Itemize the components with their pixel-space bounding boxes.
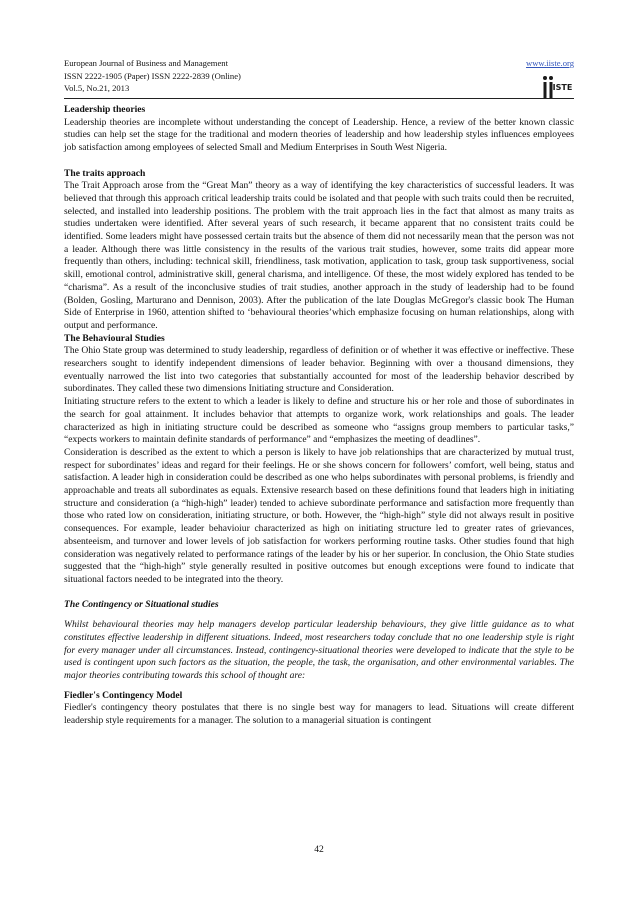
paragraph-fiedler: Fiedler's contingency theory postulates that there is no single best way for managers to lead. Situations will create different leadership style requirements for a manager. The solution to a managerial situation is contingent: [64, 702, 574, 727]
heading-leadership-theories: Leadership theories: [64, 104, 146, 115]
paragraph-leadership-theories: Leadership theories are incomplete without understanding the concept of Leadership. Hence, a review of the better known classic studies can help set the stage for the traditional and modern theories of leadership and how leadership styles influences employees job satisfaction among employees of selected Small and Medium Enterprises in South West Nigeria.: [64, 116, 574, 154]
heading-contingency-studies: The Contingency or Situational studies: [64, 599, 219, 611]
paragraph-behavioural-3: Consideration is described as the extent to which a person is likely to have job relationships that are characterized by mutual trust, respect for subordinates’ ideas and regard for their feelings. He or she shows concern for followers’ comfort, well being, status and satisfaction. A leader high in consideration could be described as one who helps subordinates with personal problems, is friendly and approachable and treats all subordinates as equals. Extensive research based on these definitions found that leaders high in initiating structure and consideration (a “high-high” leader) tended to achieve subordinate performance and satisfaction more frequently than those who rated low on consideration, initiating structure, or both. However, the “high-high” style did not always result in positive consequences. For example, leader behavioiur characterized as high on initiating structure led to greater rates of grievances, absenteeism, and turnover and lower levels of job satisfaction for workers performing routine tasks. Other studies found that high consideration was negatively related to performance ratings of the leader by his or her superior. In conclusion, the Ohio State studies suggested that the “high-high” style generally resulted in positive outcomes but enough exceptions were found to indicate that situational factors needed to be integrated into the theory.: [64, 446, 574, 585]
header-divider: [64, 98, 574, 99]
heading-behavioural-studies: The Behavioural Studies: [64, 332, 165, 344]
paragraph-behavioural-1: The Ohio State group was determined to study leadership, regardless of definition or of whether it was effective or ineffective. These researchers sought to identify independent dimensions of leader behavior. Beginning with over a thousand dimensions, they eventually narrowed the list into two categories that substantially accounted for most of the leadership behavior described by subordinates. They called these two dimensions Initiating structure and Consideration.: [64, 345, 574, 395]
heading-fiedler-model: Fiedler's Contingency Model: [64, 689, 183, 701]
heading-traits-approach: The traits approach: [64, 167, 146, 179]
journal-name: European Journal of Business and Management: [64, 58, 228, 68]
volume-line: Vol.5, No.21, 2013: [64, 83, 130, 93]
paragraph-traits-approach: The Trait Approach arose from the “Great Man” theory as a way of identifying the key characteristics of successful leaders. It was believed that through this approach critical leadership traits could be isolated and that people with such traits could then be recruited, selected, and installed into leadership positions. The problem with the trait approach lies in the fact that almost as many traits as studies undertaken were identified. After several years of such research, it became apparent that no consistent traits could be identified. Some leaders might have possessed certain traits but the absence of them did not necessarily mean that the person was not a leader. Although there was little consistency in the results of the various trait studies, however, some traits did appear more frequently than others, including: technical skill, friendliness, task motivation, application to task, group task supportiveness, social skill, emotional control, administrative skill, general charisma, and intelligence. Of these, the most widely explored has tended to be “charisma”. As a result of the inconclusive studies of trait studies, another approach in the study of leadership had to be found (Bolden, Gosling, Marturano and Dennison, 2003). After the publication of the late Douglas McGregor's classic book The Human Side of Enterprise in 1960, attention shifted to ‘behavioural theories’which emphasize focusing on human relationships, along with output and performance.: [64, 180, 574, 331]
paragraph-contingency: Whilst behavioural theories may help managers develop particular leadership behaviours, they give little guidance as to what constitutes effective leadership in different situations. Indeed, most researchers today conclude that no one leadership style is right for every manager under all circumstances. Instead, contingency-situational theories were developed to indicate that the style to be used is contingent upon such factors as the situation, the people, the task, the organisation, and other environmental variables. The major theories contributing towards this school of thought are:: [64, 619, 574, 681]
article-body: [64, 104, 574, 728]
page-number: 42: [314, 844, 324, 855]
journal-url-link[interactable]: www.iiste.org: [526, 58, 574, 68]
paragraph-behavioural-2: Initiating structure refers to the extent to which a leader is likely to define and structure his or her role and those of subordinates in the search for goal attainment. It includes behavior that attempts to organize work, work relationships and goals. The leader characterized as high in initiating structure could be described as someone who “assigns group members to particular tasks,” “expects workers to maintain definite standards of performance” and “emphasizes the meeting of deadlines”.: [64, 396, 574, 446]
issn-line: ISSN 2222-1905 (Paper) ISSN 2222-2839 (Online): [64, 70, 241, 81]
logo-text: IISTE: [549, 83, 573, 92]
